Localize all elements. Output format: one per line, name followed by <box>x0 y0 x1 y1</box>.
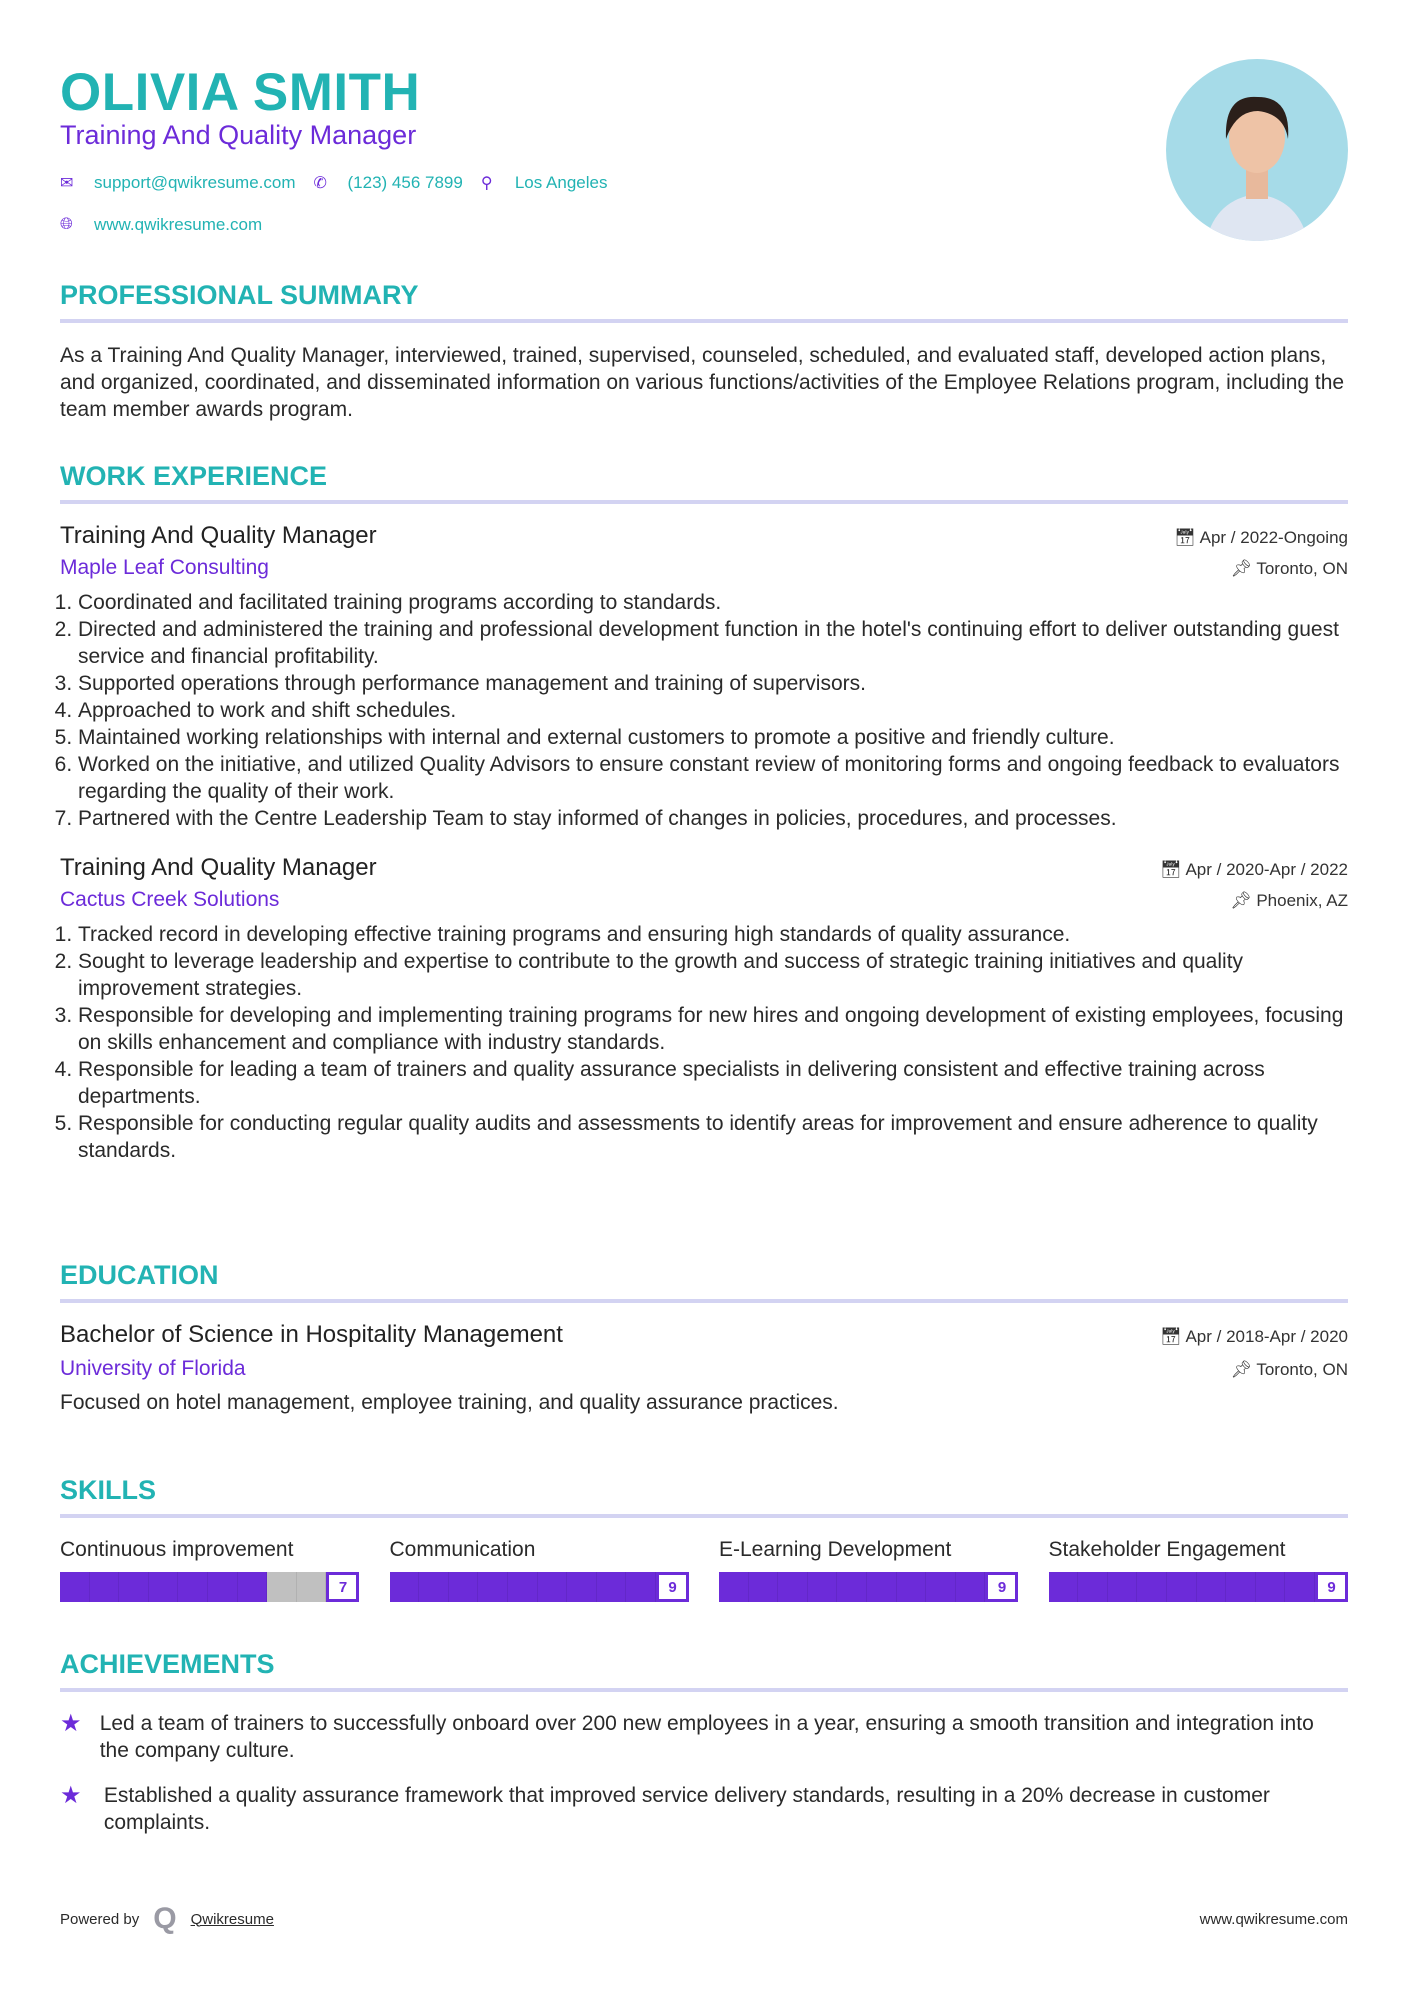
bar-segment <box>238 1572 268 1602</box>
skill-name: E-Learning Development <box>719 1538 952 1561</box>
bar-segment <box>1285 1572 1315 1602</box>
skill-name: Communication <box>389 1538 536 1561</box>
edu-description: Focused on hotel management, employee training, and quality assurance practices. <box>60 1391 839 1414</box>
school-name: University of Florida <box>60 1357 246 1380</box>
bar-segment <box>267 1572 297 1602</box>
website-link[interactable]: www.qwikresume.com <box>94 215 263 234</box>
bullet: 1. Tracked record in developing effective training programs and ensuring high standards of quality assurance. <box>78 921 1348 948</box>
skill-level-bar <box>1049 1572 1349 1602</box>
bar-segment <box>119 1572 149 1602</box>
bar-segment <box>178 1572 208 1602</box>
degree: Bachelor of Science in Hospitality Management <box>60 1321 563 1348</box>
bar-segment <box>719 1572 749 1602</box>
bar-segment <box>808 1572 838 1602</box>
education-section <box>60 1260 1348 1416</box>
bullet: 3. Responsible for developing and implementing training programs for new hires and ongoing development of existing employees, focusing on skills enhancement and compliance with industry standards. <box>78 1002 1348 1056</box>
skill-level-bar <box>60 1572 360 1602</box>
bar-segment <box>626 1572 656 1602</box>
location-text: Los Angeles <box>514 173 608 192</box>
pin-icon: 📌︎ <box>1230 891 1257 910</box>
star-icon: ★ <box>60 1782 82 1809</box>
company-name: Cactus Creek Solutions <box>60 888 280 911</box>
job-bullets <box>60 589 1348 832</box>
bullet: 2. Sought to leverage leadership and expertise to contribute to the growth and success of strategic training initiatives and quality improvement strategies. <box>78 948 1348 1002</box>
bar-segment <box>867 1572 897 1602</box>
candidate-name: OLIVIA SMITH <box>60 63 421 122</box>
job-dates: Apr / 2020-Apr / 2022 <box>1185 860 1348 879</box>
bullet: 3. Supported operations through performance management and training of supervisors. <box>78 670 1348 697</box>
achievements-section <box>60 1649 1348 1836</box>
contact-row <box>60 173 625 193</box>
job-title: Training And Quality Manager <box>60 522 377 549</box>
star-icon: ★ <box>60 1710 82 1737</box>
website-row <box>60 215 280 235</box>
summary-section <box>60 280 1348 423</box>
bar-segment <box>1197 1572 1227 1602</box>
bar-segment <box>208 1572 238 1602</box>
skill-item <box>719 1538 1019 1602</box>
bar-segment <box>1137 1572 1167 1602</box>
company-name: Maple Leaf Consulting <box>60 556 269 579</box>
skill-level-bar <box>390 1572 690 1602</box>
bar-segment <box>567 1572 597 1602</box>
powered-by-label: Powered by <box>60 1910 140 1928</box>
bullet: 4. Responsible for leading a team of trainers and quality assurance specialists in delivering consistent and effective training across departments. <box>78 1056 1348 1110</box>
qwikresume-logo-icon: Q <box>153 1902 177 1935</box>
section-heading: ACHIEVEMENTS <box>60 1649 1348 1692</box>
job-dates: Apr / 2022-Ongoing <box>1199 528 1348 547</box>
bar-segment <box>837 1572 867 1602</box>
bullet: 1. Coordinated and facilitated training programs according to standards. <box>78 589 1348 616</box>
skills-list <box>60 1538 1348 1602</box>
skill-level-bar <box>719 1572 1019 1602</box>
achievement-item <box>60 1710 1348 1764</box>
job-bullets <box>60 921 1348 1164</box>
pin-icon: 📌︎ <box>1230 559 1257 578</box>
footer-website-link[interactable]: www.qwikresume.com <box>1199 1910 1348 1928</box>
bar-segment <box>478 1572 508 1602</box>
section-heading: PROFESSIONAL SUMMARY <box>60 280 1348 323</box>
bullet: 4. Approached to work and shift schedules. <box>78 697 1348 724</box>
edu-location: Toronto, ON <box>1256 1360 1348 1379</box>
bullet: 2. Directed and administered the training and professional development function in the hotel's continuing effort to deliver outstanding guest service and financial profitability. <box>78 616 1348 670</box>
bar-segment <box>1049 1572 1079 1602</box>
brand-link[interactable]: Qwikresume <box>190 1910 274 1928</box>
edu-dates: Apr / 2018-Apr / 2020 <box>1185 1327 1348 1346</box>
globe-icon: 🌐︎ <box>60 216 73 233</box>
bullet: 6. Worked on the initiative, and utilized Quality Advisors to ensure constant review of monitoring forms and ongoing feedback to evaluators regarding the quality of their work. <box>78 751 1348 805</box>
phone-text: (123) 456 7899 <box>347 173 463 192</box>
skill-item <box>1049 1538 1349 1602</box>
skill-level-value: 7 <box>326 1572 359 1602</box>
achievement-item <box>60 1782 1348 1836</box>
calendar-icon: 📅︎ <box>1160 1327 1186 1346</box>
profile-photo <box>1166 59 1348 241</box>
skill-name: Stakeholder Engagement <box>1048 1538 1286 1561</box>
bar-segment <box>390 1572 420 1602</box>
skill-item <box>390 1538 690 1602</box>
bar-segment <box>149 1572 179 1602</box>
skill-item <box>60 1538 360 1602</box>
skill-name: Continuous improvement <box>60 1538 294 1561</box>
bar-segment <box>749 1572 779 1602</box>
bar-segment <box>1256 1572 1286 1602</box>
bar-segment <box>1226 1572 1256 1602</box>
bar-segment <box>297 1572 327 1602</box>
footer <box>60 1902 1348 1936</box>
bar-segment <box>597 1572 627 1602</box>
bullet: 5. Responsible for conducting regular quality audits and assessments to identify areas for improvement and ensure adherence to quality standards. <box>78 1110 1348 1164</box>
bar-segment <box>1167 1572 1197 1602</box>
bar-segment <box>897 1572 927 1602</box>
bar-segment <box>1078 1572 1108 1602</box>
bar-segment <box>538 1572 568 1602</box>
map-pin-icon: ⚲ <box>480 175 493 192</box>
skill-level-value: 9 <box>656 1572 689 1602</box>
portrait-icon <box>1166 59 1348 241</box>
bar-segment <box>1108 1572 1138 1602</box>
bar-segment <box>926 1572 956 1602</box>
envelope-icon: ✉ <box>60 175 74 192</box>
section-heading: EDUCATION <box>60 1260 1348 1303</box>
calendar-icon: 📅︎ <box>1160 860 1186 879</box>
section-heading: WORK EXPERIENCE <box>60 461 1348 504</box>
skills-section <box>60 1475 1348 1602</box>
summary-text: As a Training And Quality Manager, interviewed, trained, supervised, counseled, scheduled, and evaluated staff, developed action plans, and organized, coordinated, and disseminated information on various functions/activities of the Employee Relations program, including the team member awards program. <box>60 344 1345 421</box>
achievement-text: Established a quality assurance framework that improved service delivery standards, resulting in a 20% decrease in customer complaints. <box>103 1784 1270 1834</box>
email-link[interactable]: support@qwikresume.com <box>94 173 296 192</box>
bullet: 5. Maintained working relationships with internal and external customers to promote a positive and friendly culture. <box>78 724 1348 751</box>
bar-segment <box>956 1572 986 1602</box>
bar-segment <box>508 1572 538 1602</box>
job-location: Phoenix, AZ <box>1256 891 1348 910</box>
skill-level-value: 9 <box>1315 1572 1348 1602</box>
bar-segment <box>778 1572 808 1602</box>
pin-icon: 📌︎ <box>1230 1360 1257 1379</box>
bar-segment <box>90 1572 120 1602</box>
skill-level-value: 9 <box>985 1572 1018 1602</box>
job-entry <box>60 854 1348 1164</box>
achievement-text: Led a team of trainers to successfully onboard over 200 new employees in a year, ensuring a smooth transition and integration into the company culture. <box>99 1712 1314 1762</box>
experience-section <box>60 461 1348 1164</box>
job-entry <box>60 522 1348 832</box>
bar-segment <box>419 1572 449 1602</box>
job-location: Toronto, ON <box>1256 559 1348 578</box>
bullet: 7. Partnered with the Centre Leadership Team to stay informed of changes in policies, procedures, and processes. <box>78 805 1348 832</box>
calendar-icon: 📅︎ <box>1174 528 1200 547</box>
candidate-title: Training And Quality Manager <box>60 120 417 150</box>
bar-segment <box>60 1572 90 1602</box>
section-heading: SKILLS <box>60 1475 1348 1518</box>
phone-icon: ✆ <box>313 175 327 192</box>
bar-segment <box>449 1572 479 1602</box>
job-title: Training And Quality Manager <box>60 854 377 881</box>
